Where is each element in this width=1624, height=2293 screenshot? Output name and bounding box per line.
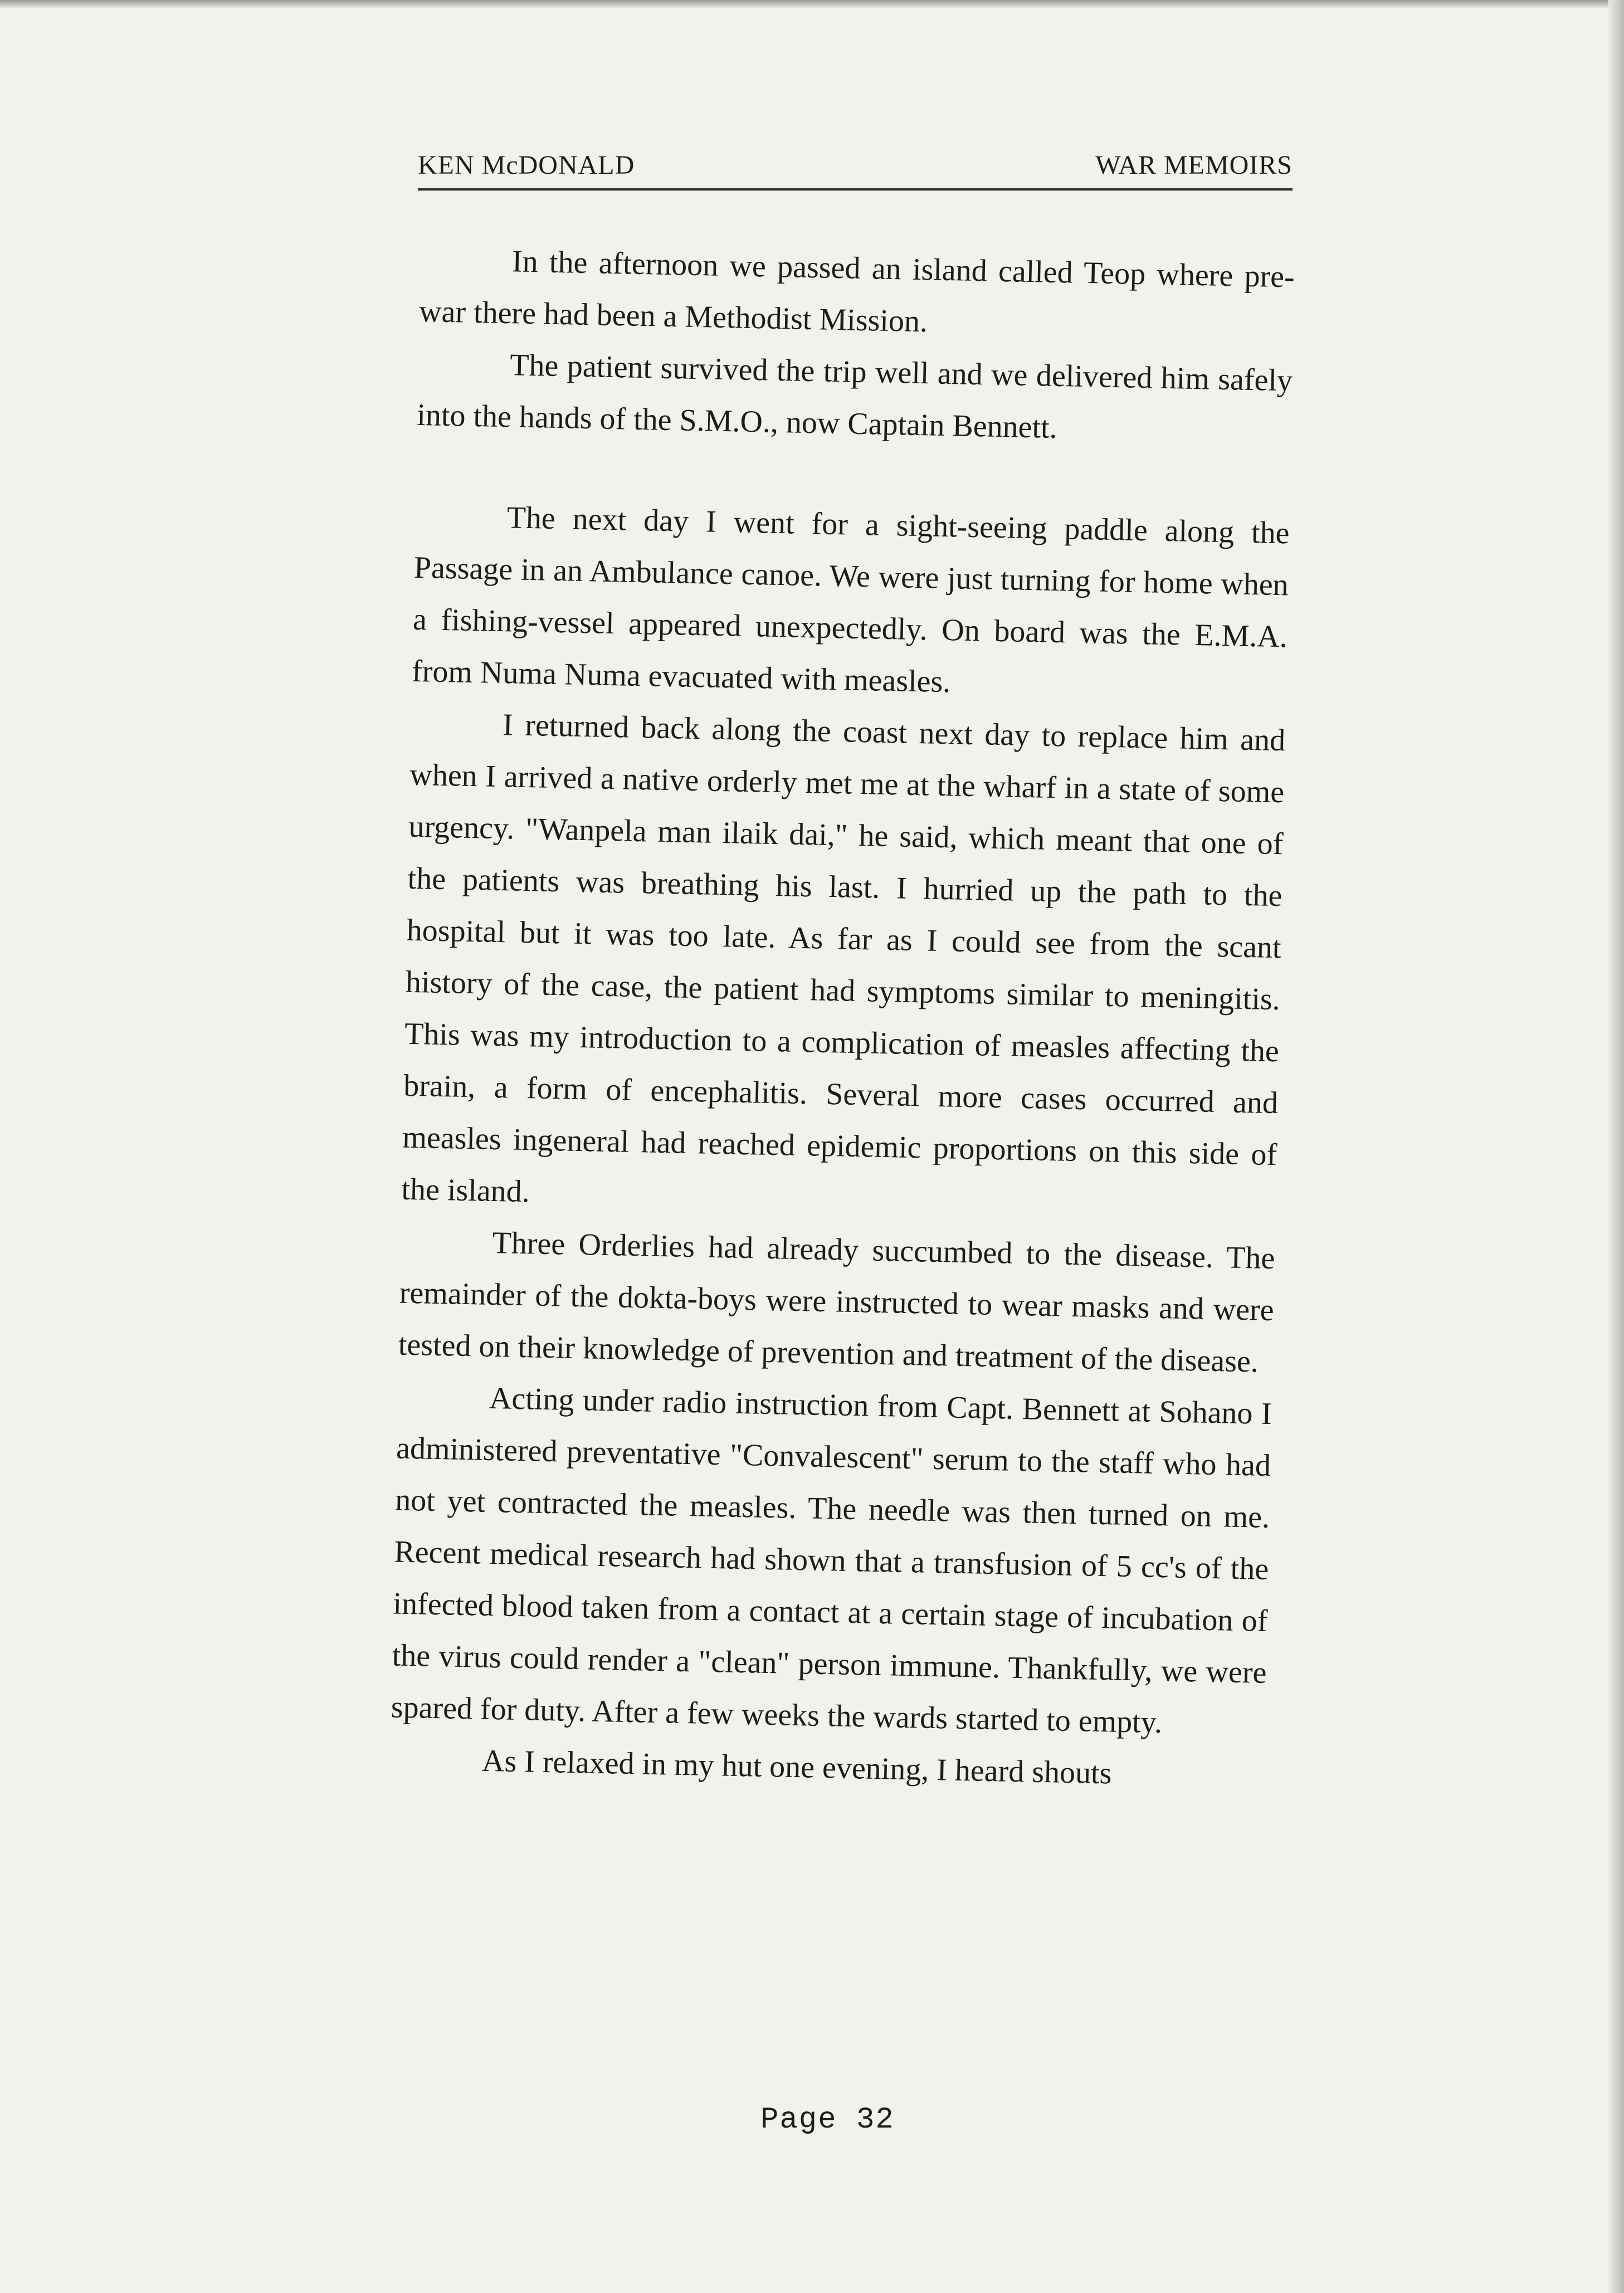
page-number: Page 32	[760, 2103, 895, 2137]
header-title: WAR MEMOIRS	[1095, 150, 1293, 180]
paragraph-encephalitis: I returned back along the coast next day to replace him and when I arrived a native orderly met me at the wharf in a state of some urgency. "Wanpela man ilaik dai," he said, which meant that one of the patients was breathing his last. I hurried up the path to the hospital but it was too late. As far as I could see from the scant history of the case, the patient had symptoms similar to meningitis. This was my introduction to a complication of measles affecting the brain, a form of encephalitis. Several more cases occurred and measles ingeneral had reached epidemic proportions on this side of the island.	[401, 708, 1286, 1209]
paragraph-serum: Acting under radio instruction from Capt. Bennett at Sohano I administered preventative "Convalescent" serum to the staff who had not yet contracted the measles. The needle was then turned on me. Recent medical research had shown that a transfusion of 5 cc's of the infected blood taken from a contact at a certain stage of incubation of the virus could render a "clean" person immune. Thankfully, we were spared for duty. After a few weeks the wards started to empty.	[391, 1380, 1272, 1740]
paragraph-evening-shouts: As I relaxed in my hut one evening, I heard shouts	[481, 1743, 1113, 1791]
body-text	[389, 234, 1295, 1803]
paragraph-orderlies: Three Orderlies had already succumbed to the disease. The remainder of the dokta-boys were instructed to wear masks and were tested on their knowledge of prevention and treatment of the disease.	[398, 1225, 1276, 1379]
running-header	[418, 144, 1293, 191]
page-top-edge	[0, 0, 1624, 8]
paragraph-canoe-paddle: The next day I went for a sight-seeing paddle along the Passage in an Ambulance canoe. We were just turning for home when a fishing-vessel appeared unexpectedly. On board was the E.M.A. from Numa Numa evacuated with measles.	[411, 500, 1290, 700]
paragraph-patient-delivered: The patient survived the trip well and we delivered him safely into the hands of the S.M.O., now Captain Bennett.	[416, 348, 1293, 445]
page-right-edge	[1608, 0, 1624, 2293]
paragraph-teop: In the afternoon we passed an island called Teop where pre-war there had been a Methodist Mission.	[418, 244, 1295, 339]
header-author: KEN McDONALD	[418, 150, 635, 180]
